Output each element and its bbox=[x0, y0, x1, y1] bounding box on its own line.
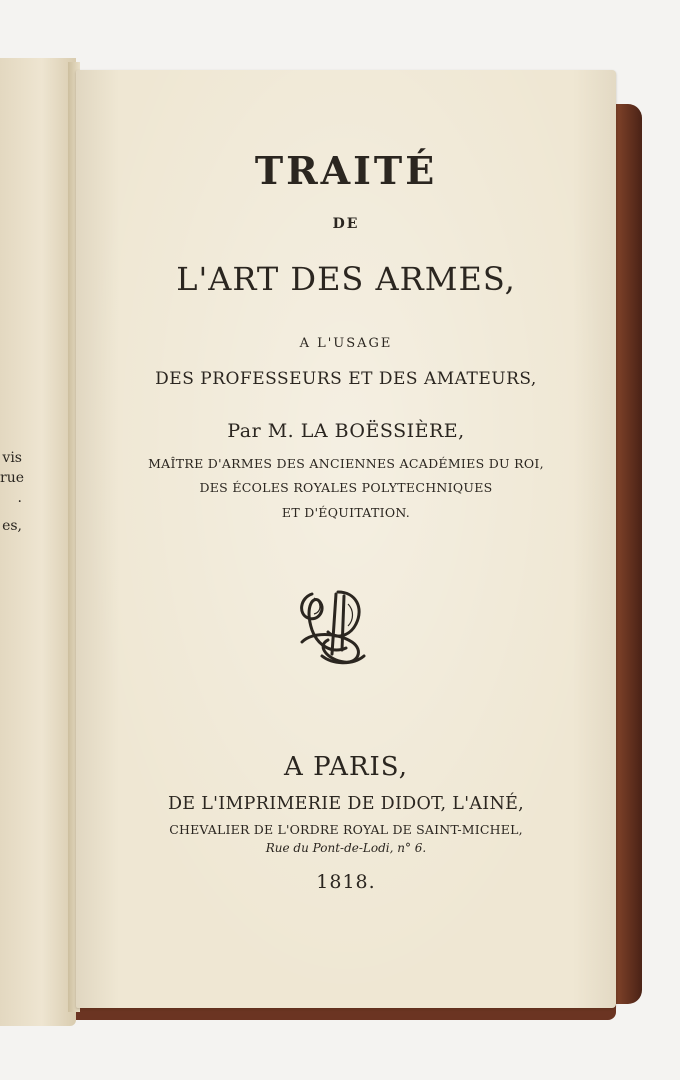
title-connector: DE bbox=[332, 216, 360, 232]
book-title: TRAITÉ bbox=[254, 148, 438, 193]
imprint-printer-title: CHEVALIER DE L'ORDRE ROYAL DE SAINT-MICHEL, bbox=[169, 822, 523, 837]
author-credential: DES ÉCOLES ROYALES POLYTECHNIQUES bbox=[199, 480, 493, 495]
left-page-fragment: vis bbox=[2, 450, 22, 466]
left-page-fragment: es, bbox=[2, 518, 22, 534]
book-subject: L'ART DES ARMES, bbox=[176, 260, 516, 298]
left-page-fragment: . bbox=[17, 490, 22, 506]
imprint-address: Rue du Pont-de-Lodi, n° 6. bbox=[265, 841, 427, 855]
author-line: Par M. LA BOËSSIÈRE, bbox=[227, 420, 465, 442]
imprint-year: 1818. bbox=[316, 871, 376, 893]
left-page-fragment: rue bbox=[0, 470, 24, 486]
audience-line: DES PROFESSEURS ET DES AMATEURS, bbox=[155, 369, 537, 389]
interlaced-monogram-icon bbox=[292, 584, 374, 668]
usage-line: A L'USAGE bbox=[299, 336, 393, 351]
author-credential: MAÎTRE D'ARMES DES ANCIENNES ACADÉMIES DU ROI, bbox=[148, 456, 544, 471]
imprint-place: A PARIS, bbox=[284, 752, 408, 782]
author-credential: ET D'ÉQUITATION. bbox=[281, 505, 411, 520]
left-page bbox=[0, 58, 76, 1026]
imprint-printer: DE L'IMPRIMERIE DE DIDOT, L'AINÉ, bbox=[167, 794, 525, 814]
title-page bbox=[76, 70, 616, 1008]
